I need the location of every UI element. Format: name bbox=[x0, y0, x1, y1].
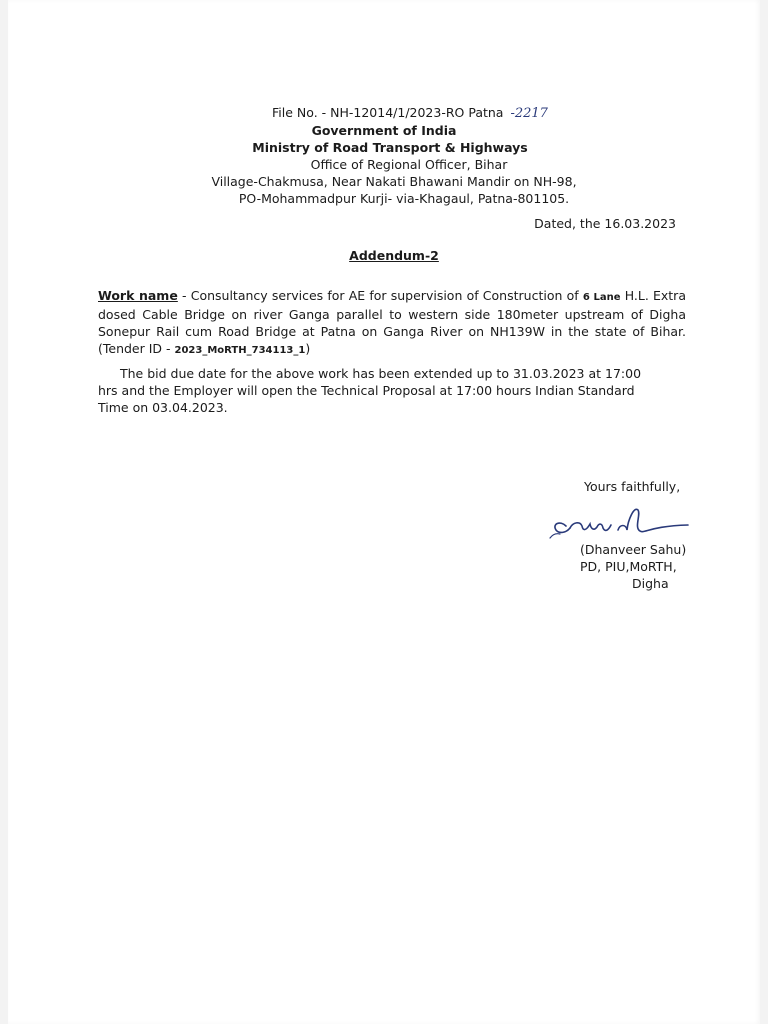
file-number-text: File No. - NH-12014/1/2023-RO Patna bbox=[272, 105, 504, 120]
handwritten-reference: -2217 bbox=[510, 106, 548, 121]
signatory-name: (Dhanveer Sahu) bbox=[580, 542, 687, 557]
signatory-block bbox=[580, 541, 686, 592]
file-number bbox=[272, 104, 548, 122]
work-text-3: ) bbox=[305, 340, 311, 356]
address-line-1: Village-Chakmusa, Near Nakati Bhawani Mandir on NH-98, bbox=[211, 174, 577, 189]
government-line: Government of India bbox=[311, 123, 457, 138]
signatory-designation: PD, PIU,MoRTH, bbox=[580, 559, 677, 574]
signature-image bbox=[548, 500, 698, 544]
lane-count: 6 Lane bbox=[582, 291, 621, 303]
office-line: Office of Regional Officer, Bihar bbox=[310, 157, 508, 172]
work-text-2: H.L. Extra dosed Cable Bridge on river Ganga parallel to western side 180meter upstream of Digha Sonepur Rail cum Road Bridge at Patna on Ganga River on NH139W in the state of Bihar. (Tender ID - bbox=[98, 287, 686, 356]
work-text-1: - Consultancy services for AE for supervision of Construction of bbox=[177, 287, 583, 303]
letter-header bbox=[8, 104, 760, 207]
ministry-line: Ministry of Road Transport & Highways bbox=[252, 140, 528, 155]
addendum-title bbox=[8, 248, 760, 263]
address-line-2: PO-Mohammadpur Kurji- via-Khagaul, Patna-801105. bbox=[238, 191, 570, 206]
closing-salutation: Yours faithfully, bbox=[584, 479, 681, 494]
document-page bbox=[8, 0, 760, 1024]
signatory-location: Digha bbox=[632, 576, 669, 591]
work-name-label: Work name bbox=[98, 287, 178, 303]
tender-id: 2023_MoRTH_734113_1 bbox=[174, 344, 306, 356]
letter-date: Dated, the 16.03.2023 bbox=[534, 216, 676, 231]
addendum-title-text: Addendum-2 bbox=[349, 248, 439, 263]
bid-extension-paragraph: The bid due date for the above work has been extended up to 31.03.2023 at 17:00 hrs and the Employer will open the Technical Proposal at 17:00 hours Indian Standard Time on 03.04.2023. bbox=[98, 365, 642, 415]
work-name-paragraph bbox=[98, 287, 686, 359]
